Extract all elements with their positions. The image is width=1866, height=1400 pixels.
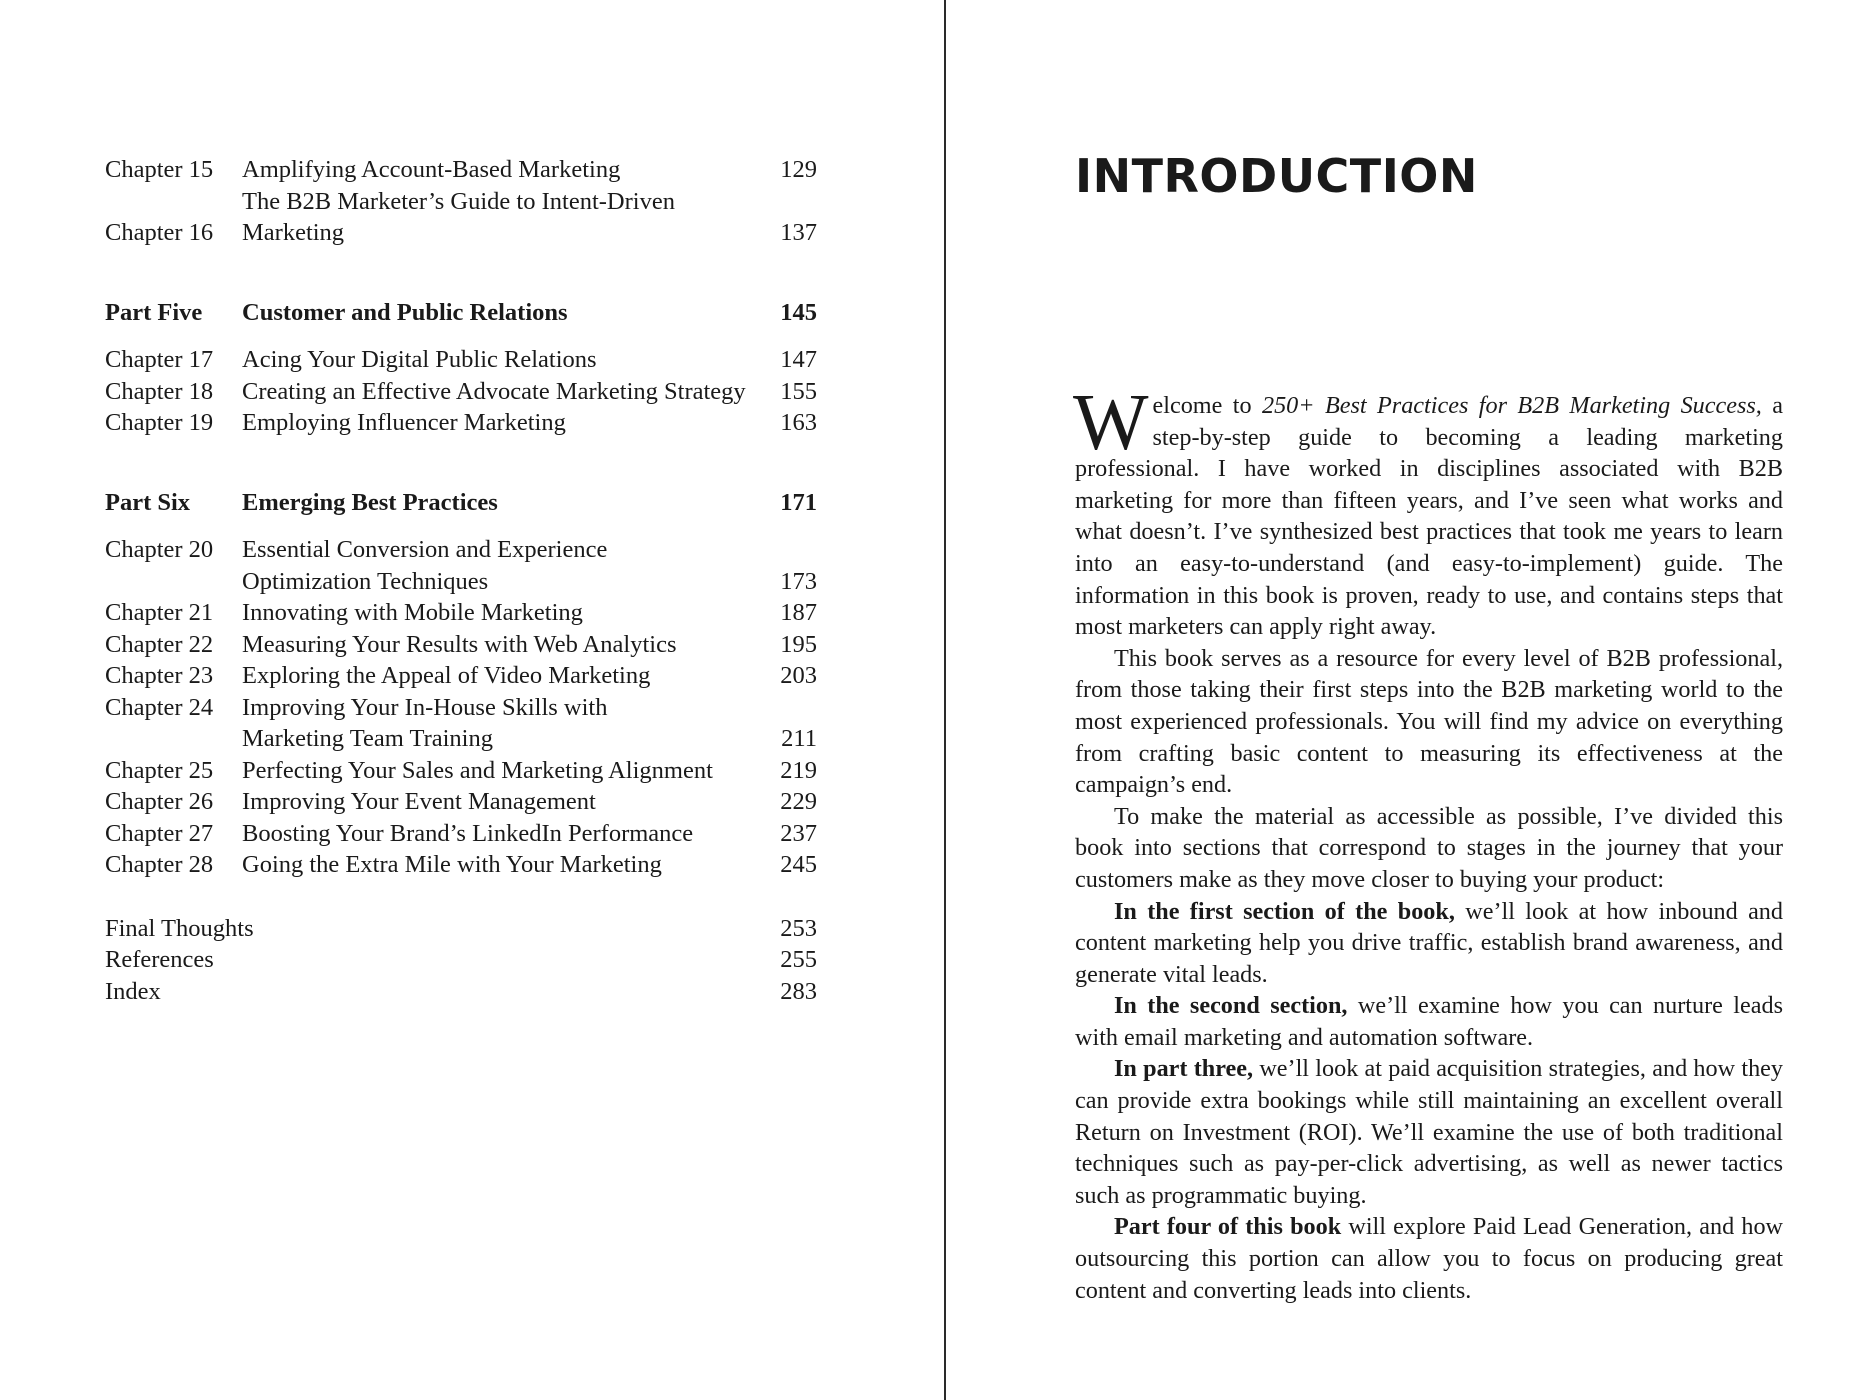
toc-entry [105, 407, 817, 439]
toc-page-number: 155 [780, 377, 817, 405]
toc-part-title: Emerging Best Practices [242, 488, 498, 516]
toc-entry-references [105, 944, 817, 976]
toc-part-title: Customer and Public Relations [242, 298, 568, 326]
toc-chapter-title: Innovating with Mobile Marketing [242, 599, 583, 626]
intro-heading: INTRODUCTION [1075, 149, 1478, 203]
toc-chapter-label: Chapter 18 [105, 377, 214, 405]
toc-page-number: 255 [780, 946, 817, 973]
toc-entry [105, 186, 817, 249]
toc-page-number: 187 [780, 599, 817, 626]
toc-chapter-title: Exploring the Appeal of Video Marketing [242, 662, 651, 689]
toc-chapters-15-16 [105, 154, 817, 249]
intro-paragraph-section-one [1075, 896, 1783, 991]
toc-page-number: 163 [780, 409, 817, 436]
toc-page-number: 129 [780, 156, 817, 183]
toc-chapter-label: Chapter 15 [105, 156, 214, 183]
toc-end-label: Index [105, 977, 161, 1005]
intro-paragraph-welcome [1073, 379, 1783, 643]
toc-part-five [105, 297, 817, 329]
toc-chapter-title: Improving Your Event Management [242, 788, 596, 815]
toc-entry [105, 660, 817, 692]
toc-chapter-label: Chapter 24 [105, 693, 214, 721]
toc-page-number: 219 [780, 756, 817, 784]
toc-entry [105, 786, 817, 818]
intro-lead-phrase: In the second section, [1114, 992, 1348, 1020]
toc-chapter-label: Chapter 22 [105, 630, 214, 658]
toc-end-label: Final Thoughts [105, 914, 254, 942]
toc-chapter-title: Employing Influencer Marketing [242, 409, 566, 436]
intro-paragraph-part-three [1075, 1053, 1783, 1211]
intro-text: a step-by-step guide to becoming a leading marketing professional. I have worked in disciplines associated with B2B marketing for more than fifteen years, and I’ve seen what works and what doesn’t. I’ve synthesized best practices that took me years to learn into an easy-to-understand (and easy-to-implement) guide. The information in this book is proven, ready to use, and contains steps that most marketers can apply right away. [1075, 392, 1783, 641]
intro-paragraph-part-four [1075, 1211, 1783, 1306]
toc-chapter-title: Essential Conversion and Experience Optimization Techniques [242, 536, 608, 595]
toc-chapter-title: Perfecting Your Sales and Marketing Alignment [242, 756, 713, 784]
toc-chapter-title: Measuring Your Results with Web Analytics [242, 630, 677, 658]
toc-page-number: 229 [780, 788, 817, 815]
toc-chapter-label: Chapter 16 [105, 219, 214, 246]
toc-entry [105, 692, 817, 755]
toc-chapter-label: Chapter 19 [105, 409, 214, 436]
toc-chapter-label: Chapter 20 [105, 536, 214, 563]
toc-page-number: 283 [780, 977, 817, 1005]
toc-chapter-title: Going the Extra Mile with Your Marketing [242, 851, 662, 878]
intro-lead-phrase: In part three, [1114, 1055, 1254, 1083]
intro-text: elcome to [1152, 392, 1262, 419]
toc-chapter-title: Amplifying Account-Based Marketing [242, 156, 621, 183]
table-of-contents [105, 154, 817, 1007]
toc-entry [105, 534, 817, 597]
toc-entry [105, 597, 817, 629]
toc-entry [105, 755, 817, 787]
toc-page-number: 203 [780, 662, 817, 689]
intro-paragraph: This book serves as a resource for every level of B2B professional, from those taking their first steps into the B2B marketing world to the most experienced professionals. You will find my advice on everything from crafting basic content to measuring its effectiveness at the campaign’s end. [1075, 644, 1783, 799]
toc-part-label: Part Five [105, 298, 203, 326]
toc-entry [105, 818, 817, 850]
intro-text: we’ll examine how you can nurture leads with email marketing and automation software. [1075, 992, 1783, 1051]
intro-body [1073, 379, 1784, 1306]
toc-part-six [105, 487, 817, 519]
toc-entry [105, 849, 817, 881]
intro-text: we’ll look at paid acquisition strategies, and how they can provide extra bookings while still maintaining an excellent overall Return on Investment (ROI). We’ll examine the use of both traditional techniques such as pay-per-click advertising, as well as newer tactics such as programmatic buying. [1075, 1055, 1783, 1209]
toc-chapter-label: Chapter 21 [105, 599, 214, 626]
toc-end-label: References [105, 946, 214, 973]
toc-page-number: 237 [780, 819, 817, 847]
toc-chapter-title: Acing Your Digital Public Relations [242, 346, 597, 373]
toc-part-label: Part Six [105, 488, 191, 516]
drop-cap: W [1073, 379, 1149, 467]
toc-page-number: 145 [780, 298, 817, 326]
toc-page-number: 211 [781, 725, 817, 752]
toc-chapter-label: Chapter 26 [105, 788, 214, 815]
book-title: 250+ Best Practices for B2B Marketing Success, [1261, 392, 1762, 419]
toc-entry [105, 154, 817, 186]
toc-entry-final-thoughts [105, 913, 817, 945]
intro-lead-phrase: In the first section of the book, [1114, 897, 1455, 925]
toc-entry [105, 629, 817, 661]
toc-chapter-label: Chapter 27 [105, 819, 214, 847]
toc-chapter-label: Chapter 28 [105, 851, 214, 878]
intro-paragraph: To make the material as accessible as possible, I’ve divided this book into sections that correspond to stages in the journey that your customers make as they move closer to buying your product: [1075, 802, 1783, 893]
toc-chapter-title: Improving Your In-House Skills with Marketing Team Training [242, 693, 608, 752]
toc-page-number: 137 [780, 219, 817, 246]
toc-page-number: 173 [780, 567, 817, 595]
toc-page-number: 147 [780, 346, 817, 373]
toc-chapter-label: Chapter 23 [105, 662, 214, 689]
toc-entry [105, 376, 817, 408]
toc-page-number: 171 [780, 488, 817, 516]
toc-page-number: 245 [780, 851, 817, 878]
toc-entry-index [105, 976, 817, 1008]
intro-lead-phrase: Part four of this book [1114, 1213, 1342, 1241]
toc-entry [105, 344, 817, 376]
toc-page-number: 253 [780, 914, 817, 942]
toc-chapter-label: Chapter 17 [105, 346, 214, 373]
intro-text: will explore Paid Lead Generation, and how outsourcing this portion can allow you to focus on producing great content and converting leads into clients. [1075, 1213, 1784, 1304]
intro-text: we’ll look at how inbound and content marketing help you drive traffic, establish brand awareness, and generate vital leads. [1075, 897, 1783, 988]
toc-chapter-title: Creating an Effective Advocate Marketing Strategy [242, 377, 746, 405]
page-gutter-divider [944, 0, 946, 1400]
toc-end-matter [105, 913, 817, 1008]
toc-chapters-20-28 [105, 534, 817, 881]
toc-chapters-17-19 [105, 344, 817, 439]
toc-chapter-title: Boosting Your Brand’s LinkedIn Performance [242, 819, 694, 847]
intro-paragraph-section-two [1075, 990, 1783, 1053]
toc-chapter-title: The B2B Marketer’s Guide to Intent-Driven Marketing [242, 187, 675, 246]
toc-page-number: 195 [780, 630, 817, 658]
toc-chapter-label: Chapter 25 [105, 756, 214, 784]
